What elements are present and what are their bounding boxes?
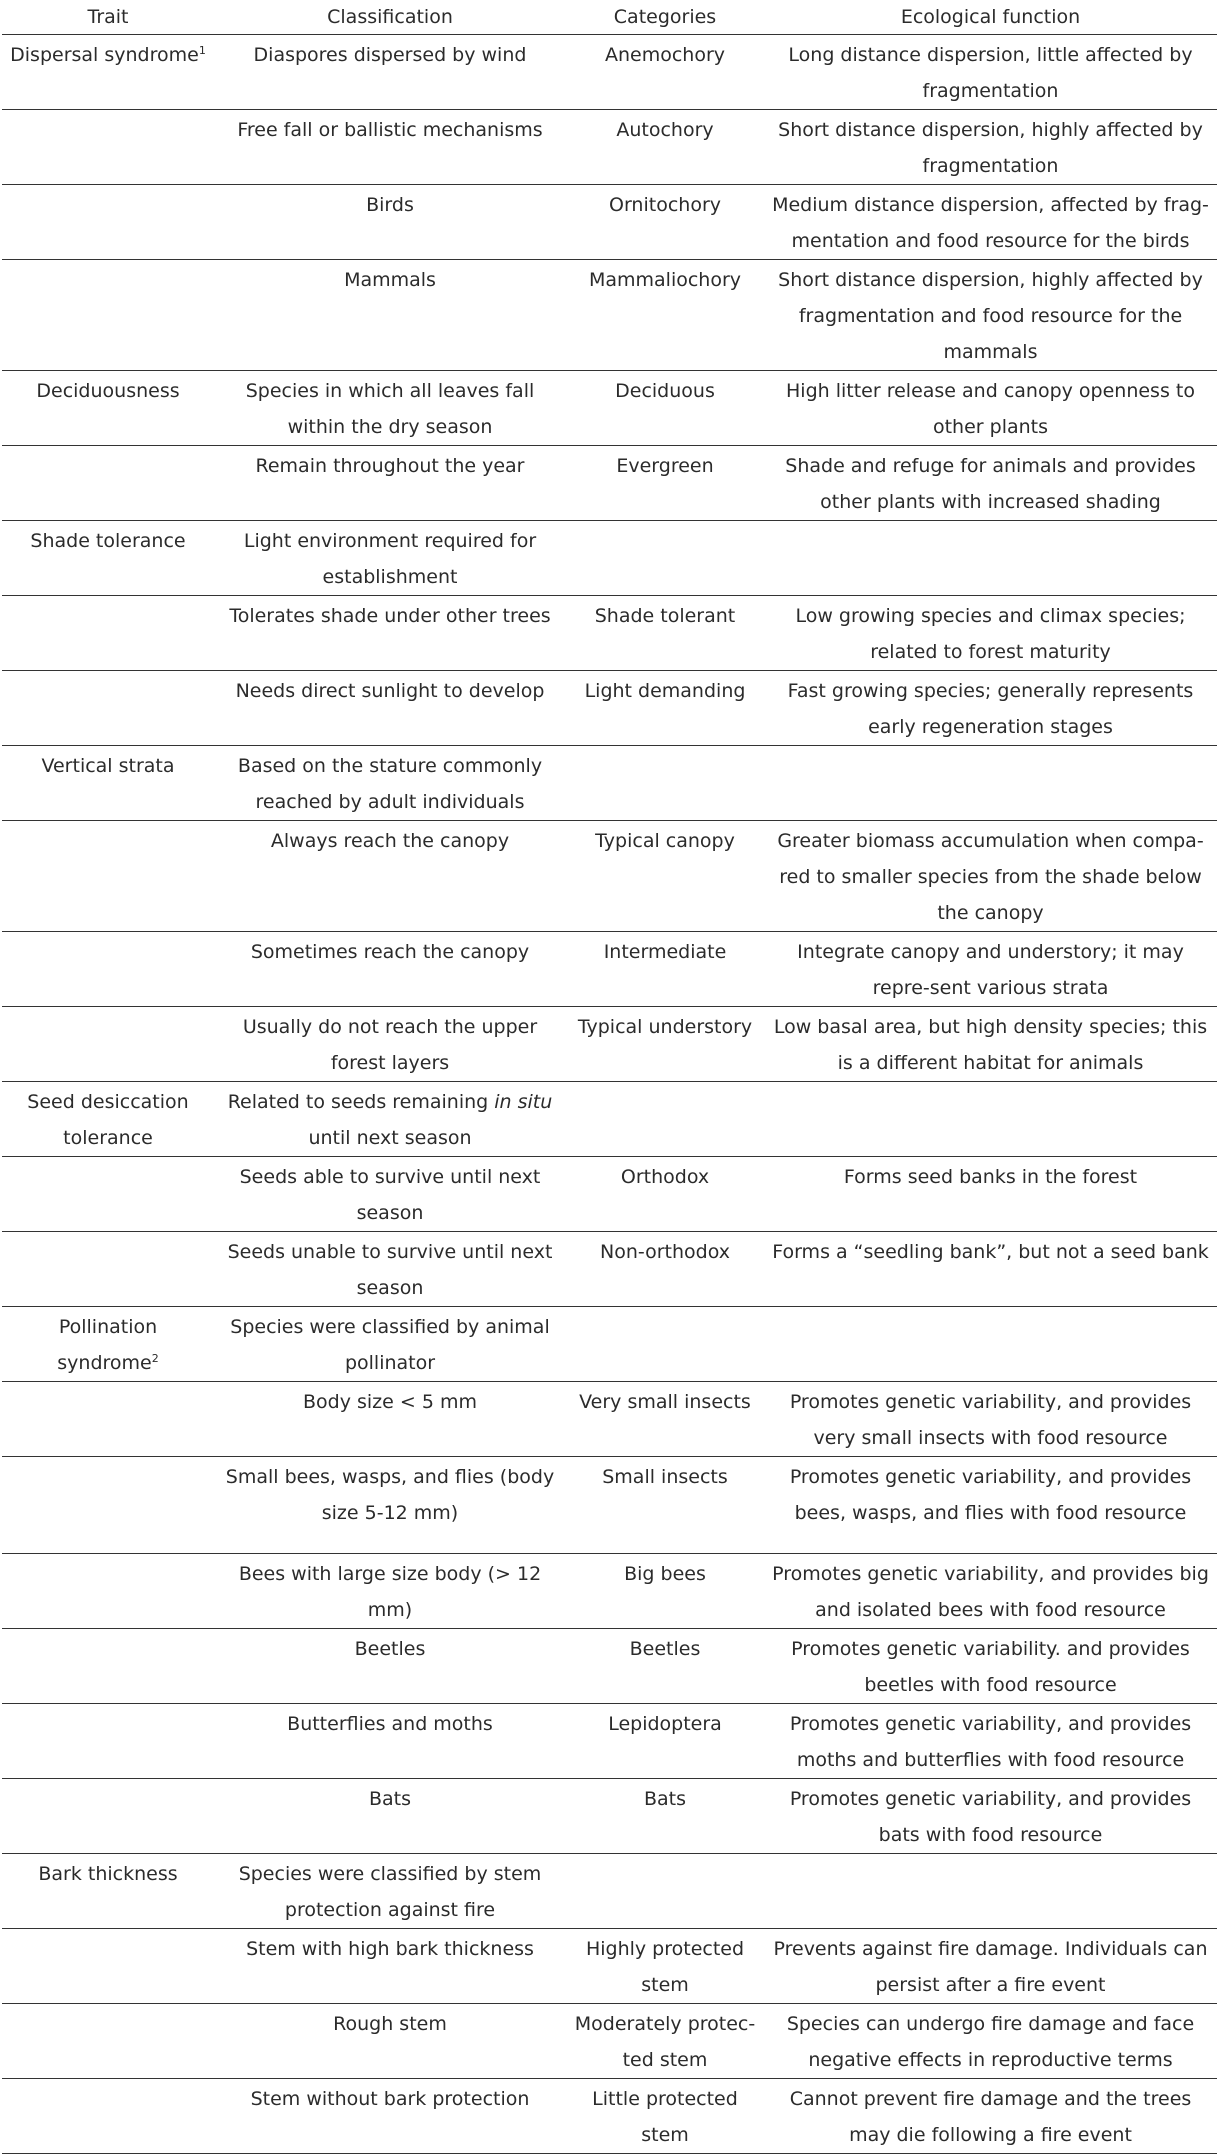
function-cell <box>764 521 1217 596</box>
trait-cell <box>2 1382 214 1457</box>
trait-cell <box>2 1007 214 1082</box>
table-row <box>2 2004 1217 2079</box>
footnote-marker: 1 <box>198 44 206 57</box>
trait-cell: Pollination syndrome$^2$ <box>2 1307 214 1382</box>
classification-cell: Usually do not reach the upper forest layers <box>214 1007 566 1082</box>
category-cell: Lepidoptera <box>566 1704 764 1779</box>
classification-cell: Body size < 5 mm <box>214 1382 566 1457</box>
function-cell <box>764 1082 1217 1157</box>
function-cell: Short distance dispersion, highly affected by fragmentation <box>764 110 1217 185</box>
function-cell: Low basal area, but high density species; this is a different habitat for animals <box>764 1007 1217 1082</box>
trait-cell: Bark thickness <box>2 1854 214 1929</box>
trait-cell <box>2 821 214 932</box>
function-cell: Promotes genetic variability, and provides bats with food resource <box>764 1779 1217 1854</box>
classification-cell: Remain throughout the year <box>214 446 566 521</box>
trait-cell <box>2 1157 214 1232</box>
function-cell: Promotes genetic variability, and provides big and isolated bees with food resource <box>764 1554 1217 1629</box>
trait-cell <box>2 110 214 185</box>
function-cell: Fast growing species; generally represents early regeneration stages <box>764 671 1217 746</box>
trait-cell: Shade tolerance <box>2 521 214 596</box>
category-cell <box>566 521 764 596</box>
trait-cell <box>2 932 214 1007</box>
table-row <box>2 1629 1217 1704</box>
table-row <box>2 821 1217 932</box>
category-cell: Anemochory <box>566 35 764 110</box>
classification-cell: Birds <box>214 185 566 260</box>
function-cell: Shade and refuge for animals and provides other plants with increased shading <box>764 446 1217 521</box>
category-cell: Mammaliochory <box>566 260 764 371</box>
function-cell: Species can undergo fire damage and face negative effects in reproductive terms <box>764 2004 1217 2079</box>
function-cell <box>764 1307 1217 1382</box>
classification-cell: Small bees, wasps, and flies (body size 5-12 mm) <box>214 1457 566 1554</box>
trait-cell <box>2 185 214 260</box>
table-row <box>2 1704 1217 1779</box>
category-cell <box>566 1082 764 1157</box>
classification-cell: Based on the stature commonly reached by adult individuals <box>214 746 566 821</box>
classification-cell: Stem without bark protection <box>214 2079 566 2154</box>
function-cell: Integrate canopy and understory; it may repre-sent various strata <box>764 932 1217 1007</box>
table-row <box>2 1554 1217 1629</box>
table-row <box>2 521 1217 596</box>
table-row <box>2 446 1217 521</box>
table-row <box>2 35 1217 110</box>
table-row <box>2 260 1217 371</box>
classification-cell: Bees with large size body (> 12 mm) <box>214 1554 566 1629</box>
table-row <box>2 1457 1217 1554</box>
function-cell: Prevents against fire damage. Individuals can persist after a fire event <box>764 1929 1217 2004</box>
classification-cell: Free fall or ballistic mechanisms <box>214 110 566 185</box>
function-cell <box>764 1854 1217 1929</box>
trait-cell <box>2 260 214 371</box>
function-cell: Promotes genetic variability, and provides moths and butterflies with food resource <box>764 1704 1217 1779</box>
classification-cell: Light environment required for establishment <box>214 521 566 596</box>
trait-cell: Deciduousness <box>2 371 214 446</box>
category-cell: Light demanding <box>566 671 764 746</box>
table-row <box>2 1082 1217 1157</box>
table-row <box>2 2079 1217 2154</box>
table-row <box>2 746 1217 821</box>
table-row <box>2 1307 1217 1382</box>
header-categories: Categories <box>566 0 764 35</box>
table-header-row <box>2 0 1217 35</box>
classification-cell: Mammals <box>214 260 566 371</box>
table-row <box>2 1382 1217 1457</box>
category-cell <box>566 746 764 821</box>
classification-cell: Species were classified by animal pollinator <box>214 1307 566 1382</box>
table-row <box>2 110 1217 185</box>
category-cell: Highly protected stem <box>566 1929 764 2004</box>
category-cell: Ornitochory <box>566 185 764 260</box>
category-cell: Big bees <box>566 1554 764 1629</box>
function-cell: High litter release and canopy openness to other plants <box>764 371 1217 446</box>
table-row <box>2 185 1217 260</box>
category-cell <box>566 1307 764 1382</box>
classification-cell: Needs direct sunlight to develop <box>214 671 566 746</box>
category-cell: Little protected stem <box>566 2079 764 2154</box>
classification-cell: Species were classified by stem protection against fire <box>214 1854 566 1929</box>
category-cell: Shade tolerant <box>566 596 764 671</box>
trait-cell <box>2 2004 214 2079</box>
traits-table <box>2 0 1217 2154</box>
trait-cell <box>2 1554 214 1629</box>
classification-cell: Species in which all leaves fall within the dry season <box>214 371 566 446</box>
table-row <box>2 932 1217 1007</box>
category-cell: Typical understory <box>566 1007 764 1082</box>
category-cell <box>566 1854 764 1929</box>
classification-cell: Related to seeds remaining in situ until next season <box>214 1082 566 1157</box>
header-trait: Trait <box>2 0 214 35</box>
function-cell <box>764 746 1217 821</box>
category-cell: Intermediate <box>566 932 764 1007</box>
table-row <box>2 1854 1217 1929</box>
table-row <box>2 371 1217 446</box>
function-cell: Cannot prevent fire damage and the trees may die following a fire event <box>764 2079 1217 2154</box>
category-cell: Non-orthodox <box>566 1232 764 1307</box>
table-row <box>2 1157 1217 1232</box>
category-cell: Typical canopy <box>566 821 764 932</box>
category-cell: Very small insects <box>566 1382 764 1457</box>
category-cell: Small insects <box>566 1457 764 1554</box>
table-row <box>2 1007 1217 1082</box>
category-cell: Deciduous <box>566 371 764 446</box>
category-cell: Bats <box>566 1779 764 1854</box>
trait-cell <box>2 1929 214 2004</box>
table-row <box>2 1929 1217 2004</box>
classification-cell: Stem with high bark thickness <box>214 1929 566 2004</box>
table-row <box>2 671 1217 746</box>
classification-cell: Bats <box>214 1779 566 1854</box>
italic-term: in situ <box>494 1091 553 1113</box>
header-classification: Classification <box>214 0 566 35</box>
function-cell: Greater biomass accumulation when compa-red to smaller species from the shade below the canopy <box>764 821 1217 932</box>
classification-cell: Always reach the canopy <box>214 821 566 932</box>
trait-cell <box>2 596 214 671</box>
function-cell: Long distance dispersion, little affected by fragmentation <box>764 35 1217 110</box>
classification-cell: Diaspores dispersed by wind <box>214 35 566 110</box>
category-cell: Evergreen <box>566 446 764 521</box>
category-cell: Orthodox <box>566 1157 764 1232</box>
trait-cell: Seed desiccation tolerance <box>2 1082 214 1157</box>
classification-cell: Rough stem <box>214 2004 566 2079</box>
category-cell: Moderately protec-ted stem <box>566 2004 764 2079</box>
trait-cell <box>2 1779 214 1854</box>
classification-cell: Butterflies and moths <box>214 1704 566 1779</box>
category-cell: Autochory <box>566 110 764 185</box>
table-row <box>2 1779 1217 1854</box>
function-cell: Medium distance dispersion, affected by frag-mentation and food resource for the birds <box>764 185 1217 260</box>
trait-cell <box>2 1704 214 1779</box>
trait-cell <box>2 1629 214 1704</box>
trait-cell <box>2 2079 214 2154</box>
function-cell: Short distance dispersion, highly affected by fragmentation and food resource for the mammals <box>764 260 1217 371</box>
category-cell: Beetles <box>566 1629 764 1704</box>
function-cell: Promotes genetic variability, and provides very small insects with food resource <box>764 1382 1217 1457</box>
trait-cell <box>2 671 214 746</box>
classification-cell: Seeds unable to survive until next season <box>214 1232 566 1307</box>
function-cell: Low growing species and climax species; related to forest maturity <box>764 596 1217 671</box>
function-cell: Forms seed banks in the forest <box>764 1157 1217 1232</box>
classification-cell: Beetles <box>214 1629 566 1704</box>
classification-cell: Tolerates shade under other trees <box>214 596 566 671</box>
function-cell: Forms a “seedling bank”, but not a seed bank <box>764 1232 1217 1307</box>
trait-cell <box>2 446 214 521</box>
function-cell: Promotes genetic variability. and provides beetles with food resource <box>764 1629 1217 1704</box>
function-cell: Promotes genetic variability, and provides bees, wasps, and flies with food resource <box>764 1457 1217 1554</box>
trait-cell <box>2 1232 214 1307</box>
trait-cell: Dispersal syndrome$^1$ <box>2 35 214 110</box>
classification-cell: Sometimes reach the canopy <box>214 932 566 1007</box>
trait-cell <box>2 1457 214 1554</box>
trait-cell: Vertical strata <box>2 746 214 821</box>
table-row <box>2 596 1217 671</box>
header-ecological-function: Ecological function <box>764 0 1217 35</box>
table-row <box>2 1232 1217 1307</box>
footnote-marker: 2 <box>151 1352 159 1365</box>
classification-cell: Seeds able to survive until next season <box>214 1157 566 1232</box>
